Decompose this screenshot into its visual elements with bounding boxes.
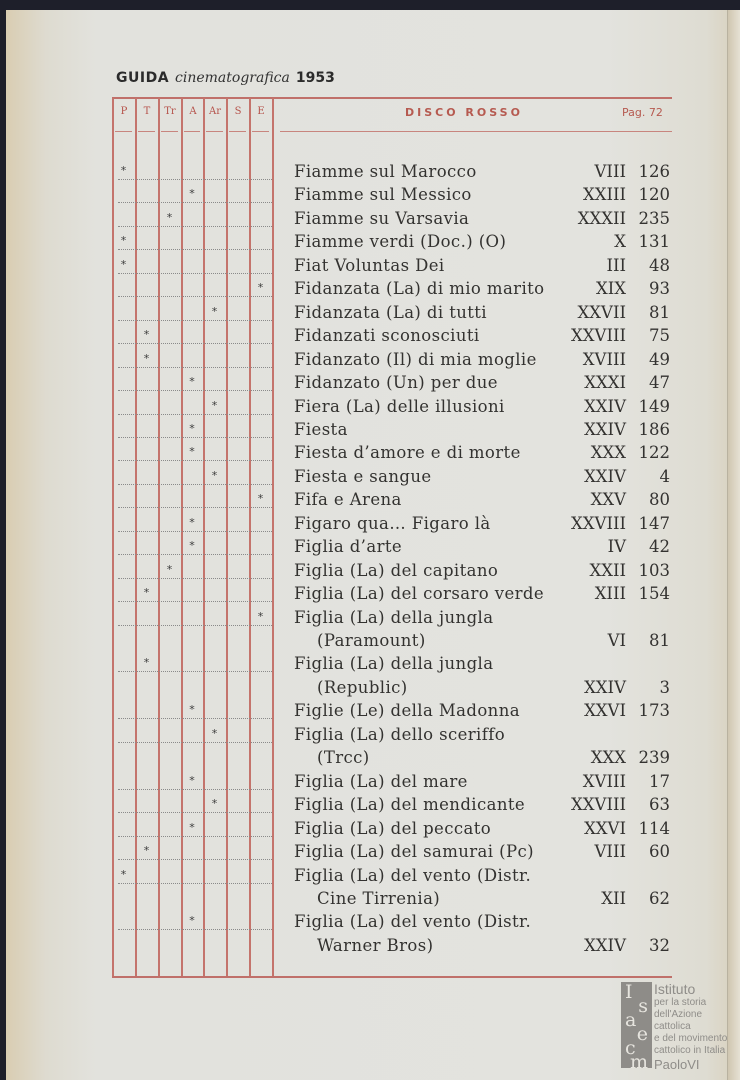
section-title: DISCO ROSSO — [405, 106, 523, 119]
volume-number: XXIV — [584, 419, 626, 439]
logo-letter: m — [629, 1051, 648, 1073]
volume-number: XXXI — [584, 373, 626, 393]
dotted-leader — [118, 437, 272, 438]
category-marker-ar: * — [211, 726, 218, 740]
film-title: Figlia (La) del samurai (Pc) — [294, 842, 534, 862]
volume-number: XXX — [590, 443, 626, 463]
logo-text-line: cattolico in Italia — [654, 1045, 726, 1056]
page-reference: 75 — [649, 326, 670, 346]
category-marker-a: * — [189, 703, 195, 717]
dotted-leader — [118, 390, 272, 391]
film-title: Figlia (La) del vento (Distr. — [294, 865, 532, 885]
column-header-underline — [252, 131, 269, 132]
page-reference: 103 — [638, 560, 670, 580]
page-reference: 62 — [649, 888, 670, 908]
column-header-s: S — [234, 106, 242, 117]
volume-number: VI — [607, 631, 626, 650]
film-title: Fifa e Arena — [294, 490, 402, 510]
page-reference: 49 — [649, 349, 670, 369]
volume-number: XXVI — [584, 701, 626, 721]
page-reference: 122 — [638, 443, 670, 463]
volume-number: XXIII — [582, 185, 626, 205]
page-reference: 4 — [659, 466, 670, 486]
page-reference: 81 — [649, 631, 670, 650]
dotted-leader — [118, 460, 272, 461]
film-title: Fiat Voluntas Dei — [294, 255, 445, 275]
isacem-watermark-logo — [621, 981, 739, 1073]
category-marker-t: * — [143, 656, 150, 670]
logo-text — [654, 982, 739, 1072]
page-reference: 131 — [638, 232, 670, 252]
dotted-leader — [118, 742, 272, 743]
film-title: Fiamme su Varsavia — [294, 208, 470, 228]
page-reference: 154 — [638, 584, 670, 604]
film-title: Fiamme sul Messico — [294, 185, 472, 205]
volume-number: XXV — [590, 490, 626, 510]
page-reference: 48 — [649, 255, 670, 275]
dotted-leader — [118, 249, 272, 250]
volume-number: XIII — [594, 584, 626, 604]
running-head — [116, 70, 335, 86]
film-title: Fiesta e sangue — [294, 466, 432, 486]
category-marker-a: * — [189, 375, 195, 389]
running-head-cinematografica: cinematografica — [175, 70, 290, 86]
category-marker-a: * — [189, 773, 195, 787]
column-rule — [203, 98, 205, 976]
dotted-leader — [118, 320, 272, 321]
category-marker-tr: * — [166, 562, 173, 576]
dotted-leader — [118, 507, 272, 508]
dotted-leader — [118, 671, 272, 672]
dotted-leader — [118, 226, 272, 227]
film-title: Figlia (La) del vento (Distr. — [294, 912, 532, 932]
column-header-underline — [206, 131, 223, 132]
category-marker-t: * — [143, 844, 150, 858]
dotted-leader — [118, 179, 272, 180]
column-header-tr: Tr — [164, 106, 176, 117]
volume-number: XXIV — [584, 935, 626, 955]
dotted-leader — [118, 859, 272, 860]
volume-number: XXVIII — [571, 326, 626, 346]
film-title: Fidanzata (La) di tutti — [294, 302, 487, 322]
logo-text-line: Istituto — [654, 981, 696, 997]
header-underline — [280, 131, 672, 132]
logo-monogram — [621, 981, 652, 1073]
page-number: Pag. 72 — [622, 106, 663, 119]
category-marker-t: * — [143, 328, 150, 342]
dotted-leader — [118, 414, 272, 415]
page-reference: 126 — [638, 162, 670, 181]
dotted-leader — [118, 367, 272, 368]
volume-number: XII — [601, 888, 626, 908]
film-title: Fiamme sul Marocco — [294, 162, 477, 181]
category-marker-a: * — [189, 539, 195, 553]
category-marker-a: * — [189, 820, 195, 834]
film-title-continuation: Warner Bros) — [317, 935, 434, 955]
category-marker-ar: * — [211, 468, 218, 482]
dotted-leader — [118, 531, 272, 532]
category-marker-p: * — [120, 867, 127, 881]
page-reference: 3 — [659, 677, 670, 697]
film-title: Fiesta d’amore e di morte — [294, 443, 521, 463]
volume-number: III — [606, 255, 626, 275]
column-header-underline — [184, 131, 200, 132]
volume-number: IV — [607, 537, 626, 557]
dotted-leader — [118, 578, 272, 579]
dotted-leader — [118, 812, 272, 813]
column-rule — [158, 98, 160, 976]
page-reference: 32 — [649, 935, 670, 955]
dotted-leader — [118, 789, 272, 790]
category-marker-e: * — [257, 281, 264, 295]
category-marker-e: * — [257, 492, 264, 506]
film-title: Figlia (La) del capitano — [294, 560, 499, 580]
page-reference: 63 — [649, 795, 670, 815]
dotted-leader — [118, 296, 272, 297]
page-reference: 60 — [649, 842, 670, 862]
film-title: Fiesta — [294, 419, 348, 439]
page-edge — [727, 10, 740, 1080]
column-header-underline — [115, 131, 132, 132]
category-marker-a: * — [189, 515, 195, 529]
dotted-leader — [118, 202, 272, 203]
film-title: Fiamme verdi (Doc.) (O) — [294, 232, 507, 252]
running-head-guida: GUIDA — [116, 70, 170, 86]
column-rule — [112, 98, 114, 976]
volume-number: XXVI — [584, 818, 626, 838]
page-reference: 114 — [638, 818, 670, 838]
page-reference: 235 — [638, 208, 670, 228]
page-reference: 173 — [638, 701, 670, 721]
category-marker-p: * — [120, 257, 127, 271]
column-rule — [249, 98, 251, 976]
logo-text-line: per la storia — [654, 997, 707, 1008]
dotted-leader — [118, 718, 272, 719]
dotted-leader — [118, 929, 272, 930]
film-title: Fidanzati sconosciuti — [294, 326, 480, 346]
column-header-underline — [229, 131, 246, 132]
page-reference: 239 — [638, 748, 670, 768]
film-title: Figlia (La) del mendicante — [294, 795, 526, 815]
dotted-leader — [118, 273, 272, 274]
page-reference: 147 — [638, 513, 670, 533]
volume-number: XXII — [589, 560, 626, 580]
film-title: Fiera (La) delle illusioni — [294, 396, 505, 416]
film-title: Figlia (La) del corsaro verde — [294, 584, 545, 604]
column-rule — [135, 98, 137, 976]
page-reference: 149 — [638, 396, 670, 416]
category-marker-e: * — [257, 609, 264, 623]
volume-number: XIX — [595, 279, 626, 299]
volume-number: VIII — [594, 842, 626, 862]
category-marker-ar: * — [211, 304, 218, 318]
film-title: Fidanzato (Un) per due — [294, 373, 498, 393]
logo-letter: a — [625, 1009, 637, 1031]
volume-number: XXVIII — [571, 513, 626, 533]
dotted-leader — [118, 601, 272, 602]
film-title-continuation: (Paramount) — [317, 631, 426, 650]
dotted-leader — [118, 836, 272, 837]
page-reference: 42 — [649, 537, 670, 557]
logo-text-line: dell'Azione cattolica — [654, 1009, 703, 1032]
category-marker-t: * — [143, 351, 150, 365]
volume-number: XXVIII — [571, 795, 626, 815]
volume-number: XXIV — [584, 466, 626, 486]
logo-letter: c — [625, 1037, 636, 1059]
page-reference: 93 — [649, 279, 670, 299]
logo-text-line: PaoloVI — [654, 1057, 700, 1072]
film-title: Figlia (La) dello sceriffo — [294, 724, 506, 744]
film-title: Figlia (La) del peccato — [294, 818, 492, 838]
volume-number: XVIII — [582, 349, 626, 369]
column-rule — [226, 98, 228, 976]
column-header-underline — [138, 131, 155, 132]
column-header-a: A — [189, 106, 197, 117]
logo-text-line: e del movimento — [654, 1033, 728, 1044]
page-reference: 47 — [649, 373, 670, 393]
volume-number: XXVII — [577, 302, 626, 322]
film-title: Fidanzato (Il) di mia moglie — [294, 349, 537, 369]
film-title-continuation: (Republic) — [317, 677, 408, 697]
volume-number: XXXII — [577, 208, 626, 228]
column-header-t: T — [143, 106, 151, 117]
category-marker-tr: * — [166, 210, 173, 224]
category-marker-ar: * — [211, 797, 218, 811]
page-reference: 186 — [638, 419, 670, 439]
category-marker-t: * — [143, 586, 150, 600]
running-head-year: 1953 — [295, 70, 335, 86]
page-reference: 81 — [649, 302, 670, 322]
film-title: Figlia (La) della jungla — [294, 654, 494, 674]
category-marker-a: * — [189, 914, 195, 928]
film-title-continuation: Cine Tirrenia) — [317, 888, 441, 908]
logo-letter: s — [638, 995, 648, 1017]
film-title: Figlia d’arte — [294, 537, 403, 557]
column-rule — [181, 98, 183, 976]
page-reference: 120 — [638, 185, 670, 205]
film-title: Figlia (La) della jungla — [294, 607, 494, 627]
column-header-ar: Ar — [208, 106, 221, 117]
film-title-continuation: (Trcc) — [317, 748, 370, 768]
film-title: Figlie (Le) della Madonna — [294, 701, 520, 721]
column-header-e: E — [257, 106, 265, 117]
top-rule — [112, 97, 672, 99]
column-header-underline — [161, 131, 178, 132]
column-header-p: P — [120, 106, 128, 117]
volume-number: XXIV — [584, 677, 626, 697]
column-rule — [272, 98, 274, 976]
category-marker-p: * — [120, 234, 127, 248]
category-marker-a: * — [189, 421, 195, 435]
bottom-rule — [112, 976, 672, 978]
dotted-leader — [118, 554, 272, 555]
dotted-leader — [118, 883, 272, 884]
film-title: Figaro qua… Figaro là — [294, 513, 491, 533]
category-marker-a: * — [189, 445, 195, 459]
volume-number: XXIV — [584, 396, 626, 416]
dotted-leader — [118, 343, 272, 344]
category-marker-ar: * — [211, 398, 218, 412]
dotted-leader — [118, 484, 272, 485]
logo-letter: e — [636, 1023, 648, 1045]
volume-number: XXX — [590, 748, 626, 768]
volume-number: XVIII — [582, 771, 626, 791]
category-marker-a: * — [189, 187, 195, 201]
category-marker-p: * — [120, 164, 127, 177]
film-title: Figlia (La) del mare — [294, 771, 468, 791]
dotted-leader — [118, 625, 272, 626]
page-reference: 17 — [649, 771, 670, 791]
volume-number: VIII — [594, 162, 626, 181]
logo-letter: I — [625, 981, 633, 1003]
volume-number: X — [614, 232, 626, 252]
film-title: Fidanzata (La) di mio marito — [294, 279, 545, 299]
page-reference: 80 — [649, 490, 670, 510]
